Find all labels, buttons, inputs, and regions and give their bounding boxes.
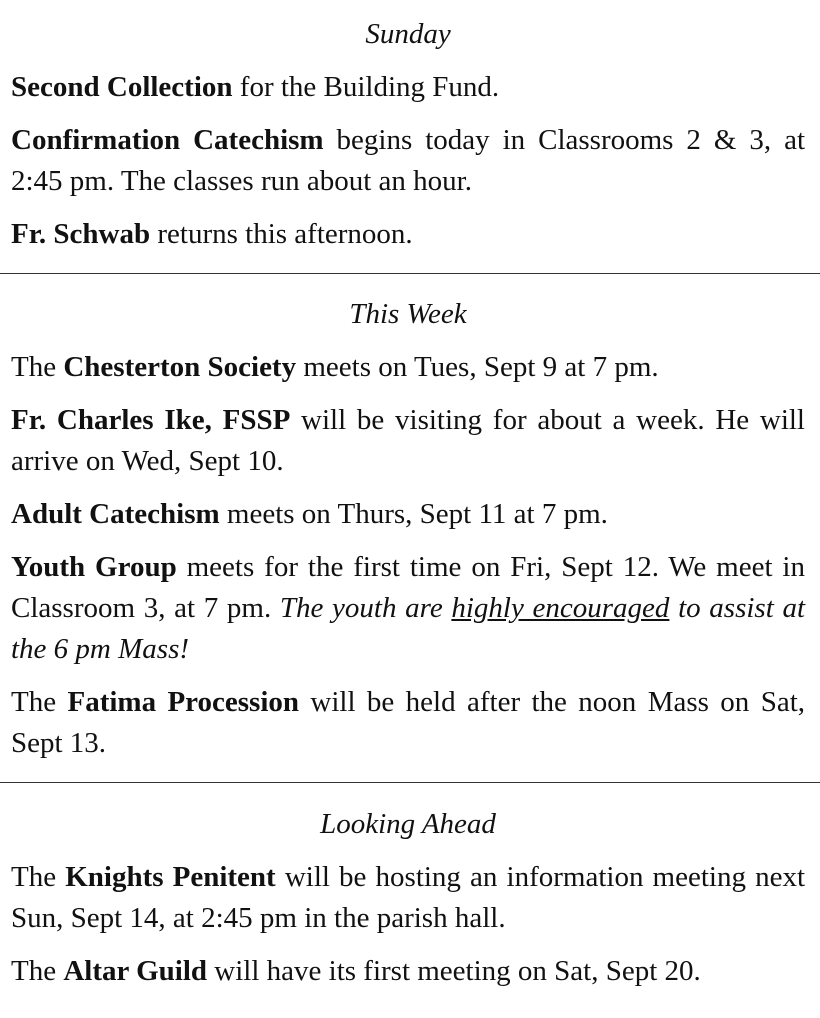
announcement-text: will be held after the noon Mass on Sat, Sept 13. <box>11 686 806 759</box>
announcement-confirmation-catechism <box>11 120 805 202</box>
announcement-pre: The <box>11 351 64 383</box>
looking-ahead-heading: Looking Ahead <box>320 808 496 840</box>
announcement-text: for the Building Fund. <box>232 71 500 103</box>
announcement-altar-guild <box>11 951 805 992</box>
announcement-title: Youth Group <box>11 551 177 583</box>
sunday-section <box>0 0 820 273</box>
announcement-pre: The <box>11 686 68 718</box>
announcement-adult-catechism <box>11 494 805 535</box>
announcement-title: Altar Guild <box>63 955 208 987</box>
announcement-text: returns this afternoon. <box>150 218 413 250</box>
announcement-title: Chesterton Society <box>63 351 297 383</box>
announcement-italic-text: to assist at the 6 pm Mass! <box>11 592 805 665</box>
announcement-second-collection <box>11 67 805 108</box>
announcement-knights-penitent <box>11 857 805 939</box>
this-week-section <box>0 274 820 782</box>
sunday-heading: Sunday <box>365 18 451 50</box>
announcement-title: Knights Penitent <box>65 861 276 893</box>
announcement-fatima-procession <box>11 682 805 764</box>
announcement-pre: The <box>11 955 64 987</box>
announcement-emphasis: highly encouraged <box>451 592 670 624</box>
announcement-text: will be hosting an information meeting next Sun, Sept 14, at 2:45 pm in the parish hall. <box>11 861 805 934</box>
announcement-title: Adult Catechism <box>11 498 220 530</box>
announcement-title: Second Collection <box>11 71 233 103</box>
this-week-heading: This Week <box>349 298 467 330</box>
announcement-text: meets on Thurs, Sept 11 at 7 pm. <box>219 498 608 530</box>
announcement-text: meets on Tues, Sept 9 at 7 pm. <box>296 351 659 383</box>
looking-ahead-section <box>0 783 820 992</box>
announcement-fr-schwab <box>11 214 805 255</box>
announcement-italic-text: The youth are <box>279 592 452 624</box>
announcement-youth-group <box>11 547 805 670</box>
announcement-title: Fr. Schwab <box>11 218 151 250</box>
announcement-text: meets for the first time on Fri, Sept 12. We meet in Classroom 3, at 7 pm. <box>11 551 805 624</box>
announcement-text: will be visiting for about a week. He will arrive on Wed, Sept 10. <box>11 404 805 477</box>
announcement-chesterton-society <box>11 347 805 388</box>
announcement-title: Fatima Procession <box>67 686 300 718</box>
announcement-text: will have its first meeting on Sat, Sept 20. <box>207 955 701 987</box>
announcement-text: begins today in Classrooms 2 & 3, at 2:45 pm. The classes run about an hour. <box>11 124 805 197</box>
announcement-title: Confirmation Catechism <box>11 124 324 156</box>
announcement-fr-charles-ike <box>11 400 805 482</box>
announcement-pre: The <box>11 861 66 893</box>
announcement-title: Fr. Charles Ike, FSSP <box>11 404 291 436</box>
